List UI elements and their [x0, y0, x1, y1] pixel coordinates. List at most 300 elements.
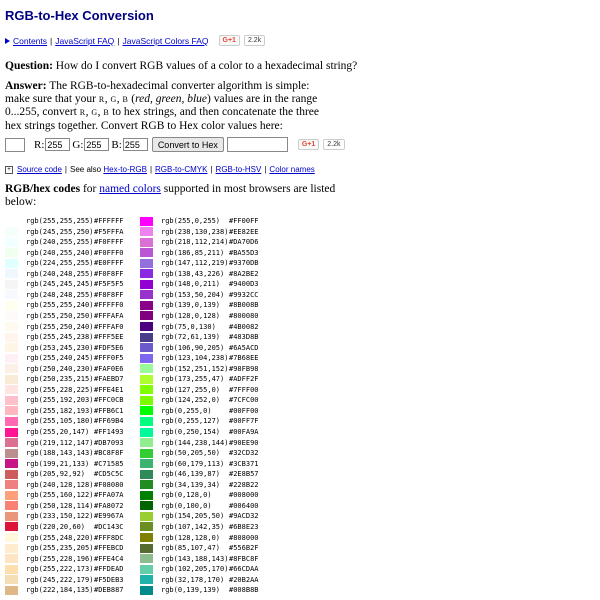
rgb-value: rgb(139,0,139): [161, 301, 221, 310]
rgb-value: rgb(128,0,128): [161, 311, 221, 320]
rgb-value: rgb(255,20,147): [26, 428, 90, 436]
hex-value: #32CD32: [229, 449, 259, 458]
rgb-value: rgb(128,128,0): [161, 533, 221, 542]
color-row[interactable]: [5, 290, 134, 300]
color-row[interactable]: [5, 258, 134, 268]
hex-value: #9400D3: [229, 280, 259, 289]
color-row[interactable]: [5, 300, 134, 310]
color-swatch[interactable]: [140, 354, 153, 363]
answer-text: 0...255, convert: [5, 106, 80, 118]
color-swatch[interactable]: [140, 565, 153, 574]
google-plus-count: 2.2k: [244, 35, 265, 46]
hex-value: #BC8F8F: [94, 449, 124, 458]
hex-value: #8B008B: [229, 301, 259, 310]
color-swatch[interactable]: [5, 396, 18, 405]
color-row[interactable]: [5, 438, 134, 448]
color-row[interactable]: [140, 300, 269, 310]
hex-value: #E9967A: [94, 512, 124, 521]
r-input[interactable]: [45, 138, 70, 151]
color-swatch[interactable]: [5, 322, 18, 331]
google-plus-count: 2.2k: [323, 139, 344, 150]
rgb-value: rgb(147,112,219): [161, 259, 229, 268]
hex-value: #00FF7F: [229, 417, 259, 426]
color-row[interactable]: [140, 427, 269, 437]
color-swatch[interactable]: [5, 586, 18, 595]
g-letter: G: [110, 94, 117, 104]
color-swatch[interactable]: [5, 290, 18, 299]
rgb-value: rgb(250,235,215): [26, 375, 94, 384]
color-swatch[interactable]: [140, 491, 153, 500]
hex-value: #F5F5F5: [94, 280, 124, 289]
color-row[interactable]: [140, 258, 269, 268]
color-swatch[interactable]: [5, 227, 18, 236]
color-swatch[interactable]: [140, 217, 153, 226]
color-swatch[interactable]: [140, 449, 153, 458]
rgb-value: rgb(248,248,255): [26, 290, 94, 299]
hex-value: #FFEBCD: [94, 544, 124, 553]
hex-output-field[interactable]: [227, 137, 288, 152]
hex-value: #F08080: [94, 480, 124, 489]
color-swatch[interactable]: [140, 501, 153, 510]
color-swatch[interactable]: [140, 259, 153, 268]
rgb-value: rgb(188,143,143): [26, 449, 94, 458]
hex-value: #F0FFFF: [94, 238, 124, 247]
color-swatch[interactable]: [5, 248, 18, 257]
rgb-value: rgb(0,250,154): [161, 428, 221, 436]
answer-text: ) values are in the range: [207, 92, 318, 105]
color-swatch[interactable]: [5, 459, 18, 468]
color-swatch[interactable]: [5, 470, 18, 479]
rgb-value: rgb(255,255,255): [26, 217, 94, 225]
color-swatch[interactable]: [5, 333, 18, 342]
hex-value: #FF1493: [94, 428, 124, 436]
rgb-value: rgb(143,188,143): [161, 554, 229, 563]
rgb-value: rgb(102,205,170): [161, 565, 229, 574]
rgb-value: rgb(32,178,170): [161, 575, 225, 584]
converter-form: [5, 137, 345, 152]
color-swatch[interactable]: [140, 238, 153, 247]
rgb-value: rgb(255,160,122): [26, 491, 94, 500]
hex-value: #808000: [229, 533, 259, 542]
color-swatch[interactable]: [140, 575, 153, 584]
codes-bold-label: RGB/hex codes: [5, 183, 81, 195]
color-row[interactable]: [5, 469, 134, 479]
color-row[interactable]: [140, 322, 269, 332]
color-row[interactable]: [5, 227, 134, 237]
color-row[interactable]: [5, 533, 134, 543]
hex-value: #006400: [229, 501, 259, 510]
b-letter: B: [103, 108, 110, 117]
codes-text: below:: [5, 195, 37, 208]
color-swatch[interactable]: [140, 343, 153, 352]
color-swatch[interactable]: [5, 217, 18, 226]
color-row[interactable]: [140, 522, 269, 532]
answer-text: (: [128, 92, 136, 105]
hex-value: #9370DB: [229, 259, 259, 268]
rgb-value: rgb(255,235,205): [26, 544, 94, 553]
hex-value: #FF00FF: [229, 217, 259, 225]
rgb-value: rgb(75,0,130): [161, 322, 216, 331]
source-code-link[interactable]: Source code: [17, 165, 62, 174]
hex-value: #FAF0E6: [94, 364, 124, 373]
color-row[interactable]: [140, 448, 269, 458]
color-swatch[interactable]: [5, 554, 18, 563]
rgb-value: rgb(205,92,92): [26, 470, 86, 479]
links-separator: |: [64, 165, 67, 174]
answer: Answer: The RGB-to-hexadecimal converter algorithm is simple: make sure that your R, G, B (red, green, blue) values are in the range 0...255, convert R, G, B to hex strings, and then concatenate the three hex strings together. Convert RGB to Hex color values here:: [5, 80, 319, 132]
rgb-value: rgb(123,104,238): [161, 354, 229, 363]
color-row[interactable]: [140, 554, 269, 564]
color-swatch[interactable]: [5, 364, 18, 373]
rgb-value: rgb(154,205,50): [161, 512, 225, 521]
rgb-value: rgb(255,250,250): [26, 311, 94, 320]
links-separator: |: [210, 165, 213, 174]
color-row[interactable]: [5, 237, 134, 247]
rgb-value: rgb(255,105,180): [26, 417, 94, 426]
codes-text: supported in most browsers are listed: [160, 183, 336, 195]
hex-value: #9932CC: [229, 290, 259, 299]
color-row[interactable]: [140, 480, 269, 490]
secondary-links: [5, 165, 315, 174]
rgb-value: rgb(253,245,230): [26, 343, 94, 352]
see-also-label: See also: [70, 165, 102, 174]
color-row[interactable]: [5, 427, 134, 437]
rgb-value: rgb(152,251,152): [161, 364, 229, 373]
color-swatch[interactable]: [5, 301, 18, 310]
hex-value: #8A2BE2: [229, 269, 259, 278]
color-swatch[interactable]: [140, 385, 153, 394]
rgb-value: rgb(148,0,211): [161, 280, 221, 289]
question-text: How do I convert RGB values of a color to a hexadecimal string?: [55, 60, 358, 72]
color-swatch[interactable]: [5, 449, 18, 458]
question-label: Question:: [5, 60, 53, 72]
rgb-value: rgb(240,255,240): [26, 248, 94, 257]
hex-value: #7CFC00: [229, 396, 259, 405]
color-row[interactable]: [140, 227, 269, 237]
color-row[interactable]: [140, 290, 269, 300]
rgb-value: rgb(255,222,173): [26, 565, 94, 574]
hex-value: #483D8B: [229, 333, 259, 342]
color-row[interactable]: [140, 511, 269, 521]
color-row[interactable]: [140, 406, 269, 416]
hex-value: #FFC0CB: [94, 396, 124, 405]
hex-value: #7FFF00: [229, 385, 259, 394]
color-swatch[interactable]: [5, 417, 18, 426]
color-row[interactable]: [5, 406, 134, 416]
color-row[interactable]: [140, 269, 269, 279]
color-swatch[interactable]: [140, 322, 153, 331]
color-row[interactable]: [5, 374, 134, 384]
rgb-value: rgb(138,43,226): [161, 269, 225, 278]
expand-plus-icon[interactable]: +: [5, 166, 13, 174]
hex-value: #2E8B57: [229, 470, 259, 479]
g-input[interactable]: [84, 138, 109, 151]
rgb-value: rgb(255,182,193): [26, 406, 94, 415]
hex-value: #C71585: [94, 459, 124, 468]
color-row[interactable]: [140, 385, 269, 395]
color-row[interactable]: [140, 459, 269, 469]
contents-link[interactable]: Contents: [13, 35, 48, 46]
color-names-link[interactable]: Color names: [269, 165, 315, 174]
color-swatch[interactable]: [5, 428, 18, 437]
color-row[interactable]: [5, 364, 134, 374]
color-row[interactable]: [140, 332, 269, 342]
hex-value: #F0FFF0: [94, 248, 124, 257]
hex-value: #FFFFF0: [94, 301, 124, 310]
rgb-value: rgb(240,248,255): [26, 269, 94, 278]
rgb-value: rgb(173,255,47): [161, 375, 225, 384]
color-row[interactable]: [140, 490, 269, 500]
color-swatch[interactable]: [140, 248, 153, 257]
rgb-value: rgb(0,100,0): [161, 501, 212, 510]
color-swatch[interactable]: [140, 428, 153, 437]
color-swatch[interactable]: [5, 438, 18, 447]
color-swatch[interactable]: [5, 375, 18, 384]
color-row[interactable]: [140, 311, 269, 321]
rgb-value: rgb(107,142,35): [161, 522, 225, 531]
color-row[interactable]: [140, 216, 269, 226]
color-row[interactable]: [5, 279, 134, 289]
codes-text: for: [80, 183, 100, 195]
hex-value: #9ACD32: [229, 512, 259, 521]
color-swatch[interactable]: [140, 333, 153, 342]
color-swatch[interactable]: [140, 269, 153, 278]
color-row[interactable]: [5, 311, 134, 321]
rgb-value: rgb(46,139,87): [161, 470, 221, 479]
color-swatch[interactable]: [140, 512, 153, 521]
rgb-value: rgb(255,192,203): [26, 396, 94, 405]
color-swatch[interactable]: [5, 343, 18, 352]
color-row[interactable]: [140, 533, 269, 543]
rgb-value: rgb(0,128,0): [161, 491, 212, 500]
color-row[interactable]: [140, 564, 269, 574]
color-swatch[interactable]: [140, 301, 153, 310]
color-swatch[interactable]: [5, 575, 18, 584]
color-swatch[interactable]: [5, 354, 18, 363]
color-row[interactable]: [140, 416, 269, 426]
color-swatch[interactable]: [140, 396, 153, 405]
color-swatch[interactable]: [5, 480, 18, 489]
color-row[interactable]: [140, 469, 269, 479]
hex-value: #FF69B4: [94, 417, 124, 426]
color-swatch[interactable]: [5, 385, 18, 394]
color-row[interactable]: [5, 585, 134, 595]
color-swatch[interactable]: [140, 459, 153, 468]
rgb-value: rgb(50,205,50): [161, 449, 221, 458]
hex-value: #556B2F: [229, 544, 259, 553]
hex-value: #6A5ACD: [229, 343, 259, 352]
rgb-value: rgb(0,255,127): [161, 417, 221, 426]
color-swatch[interactable]: [140, 586, 153, 595]
color-row[interactable]: [5, 332, 134, 342]
answer-text: hex strings together. Convert RGB to Hex color values here:: [5, 119, 283, 132]
hex-value: #DC143C: [94, 522, 124, 531]
rgb-value: rgb(199,21,133): [26, 459, 90, 468]
color-swatch[interactable]: [140, 544, 153, 553]
google-plus-button[interactable]: G+1: [298, 139, 319, 150]
color-row[interactable]: [5, 575, 134, 585]
hex-value: #ADFF2F: [229, 375, 259, 384]
color-row[interactable]: [5, 395, 134, 405]
color-row[interactable]: [5, 269, 134, 279]
g-letter: G: [91, 108, 98, 117]
hex-value: #FFF8DC: [94, 533, 124, 542]
javascript-colors-faq-link[interactable]: JavaScript Colors FAQ: [122, 35, 209, 46]
color-row[interactable]: [140, 237, 269, 247]
color-row[interactable]: [5, 343, 134, 353]
hex-value: #008000: [229, 491, 259, 500]
color-swatch[interactable]: [140, 406, 153, 415]
color-swatch[interactable]: [5, 259, 18, 268]
color-row[interactable]: [140, 543, 269, 553]
rgb-value: rgb(219,112,147): [26, 438, 94, 447]
rgb-value: rgb(255,240,245): [26, 354, 94, 363]
color-swatch[interactable]: [5, 501, 18, 510]
rgb-value: rgb(238,130,238): [161, 227, 229, 236]
hex-to-rgb-link[interactable]: Hex-to-RGB: [103, 165, 147, 174]
color-swatch[interactable]: [5, 311, 18, 320]
convert-to-hex-button[interactable]: Convert to Hex: [152, 137, 224, 152]
rgb-value: rgb(144,238,144): [161, 438, 229, 447]
color-row[interactable]: [5, 501, 134, 511]
color-swatch[interactable]: [140, 280, 153, 289]
hex-value: #00FF00: [229, 406, 259, 415]
page-title: RGB-to-Hex Conversion: [5, 8, 154, 23]
r-label: R:: [34, 138, 45, 151]
rgb-value: rgb(255,248,220): [26, 533, 94, 542]
color-row[interactable]: [5, 448, 134, 458]
rgb-to-cmyk-link[interactable]: RGB-to-CMYK: [155, 165, 208, 174]
color-swatch[interactable]: [5, 512, 18, 521]
hex-value: #98FB98: [229, 364, 259, 373]
color-swatch[interactable]: [140, 554, 153, 563]
color-row[interactable]: [5, 511, 134, 521]
rgb-value: rgb(255,228,225): [26, 385, 94, 394]
color-swatch[interactable]: [5, 522, 18, 531]
hex-value: #008B8B: [229, 586, 259, 595]
color-row[interactable]: [140, 585, 269, 595]
color-row[interactable]: [140, 575, 269, 585]
color-swatch[interactable]: [140, 417, 153, 426]
rgb-value: rgb(186,85,211): [161, 248, 225, 257]
hex-value: #BA55D3: [229, 248, 259, 257]
hex-value: #FA8072: [94, 501, 124, 510]
color-row[interactable]: [5, 322, 134, 332]
rgb-value: rgb(127,255,0): [161, 385, 221, 394]
nav-separator: |: [117, 35, 120, 46]
rgb-value: rgb(245,255,250): [26, 227, 94, 236]
javascript-faq-link[interactable]: JavaScript FAQ: [55, 35, 115, 46]
color-swatch[interactable]: [140, 290, 153, 299]
hex-value: #FFA07A: [94, 491, 124, 500]
rgb-value: rgb(255,255,240): [26, 301, 94, 310]
rgb-value: rgb(124,252,0): [161, 396, 221, 405]
color-row[interactable]: [140, 248, 269, 258]
rgb-value: rgb(34,139,34): [161, 480, 221, 489]
color-swatch[interactable]: [140, 311, 153, 320]
color-row[interactable]: [140, 353, 269, 363]
hex-value: #DB7093: [94, 438, 124, 447]
color-swatch[interactable]: [5, 269, 18, 278]
rgb-value: rgb(60,179,113): [161, 459, 225, 468]
color-row[interactable]: [5, 480, 134, 490]
color-row[interactable]: [5, 543, 134, 553]
r-letter: R: [98, 94, 105, 104]
hex-value: #FFB6C1: [94, 406, 124, 415]
hex-value: #DA70D6: [229, 238, 259, 247]
rgb-value: rgb(224,255,255): [26, 259, 94, 268]
color-swatch[interactable]: [140, 375, 153, 384]
rgb-value: rgb(255,245,238): [26, 333, 94, 342]
hex-value: #FFFAFA: [94, 311, 124, 320]
color-row[interactable]: [140, 279, 269, 289]
color-row[interactable]: [5, 564, 134, 574]
named-colors-link[interactable]: named colors: [99, 183, 161, 195]
color-row[interactable]: [5, 216, 134, 226]
color-row[interactable]: [5, 353, 134, 363]
color-row[interactable]: [140, 364, 269, 374]
rgb-value: rgb(240,255,255): [26, 238, 94, 247]
rgb-value: rgb(250,240,230): [26, 364, 94, 373]
b-letter: B: [122, 94, 129, 104]
google-plus-button[interactable]: G+1: [219, 35, 240, 46]
color-row[interactable]: [140, 343, 269, 353]
b-input[interactable]: [123, 138, 148, 151]
color-swatch[interactable]: [5, 491, 18, 500]
rgb-to-hsv-link[interactable]: RGB-to-HSV: [215, 165, 262, 174]
color-row[interactable]: [5, 554, 134, 564]
hex-value: #66CDAA: [229, 565, 259, 574]
color-swatch[interactable]: [5, 406, 18, 415]
color-swatch[interactable]: [140, 480, 153, 489]
rgb-value: rgb(0,139,139): [161, 586, 221, 595]
b-label: B:: [111, 138, 122, 151]
color-row[interactable]: [5, 248, 134, 258]
color-swatch[interactable]: [5, 533, 18, 542]
color-swatch[interactable]: [140, 522, 153, 531]
color-row[interactable]: [140, 438, 269, 448]
rgb-value: rgb(0,255,0): [161, 406, 212, 415]
hex-value: #CD5C5C: [94, 470, 124, 479]
color-row[interactable]: [5, 416, 134, 426]
color-swatch[interactable]: [140, 438, 153, 447]
color-swatch[interactable]: [5, 544, 18, 553]
rgb-hex-codes-intro: [5, 183, 365, 208]
hex-value: #00FA9A: [229, 428, 259, 436]
color-swatch[interactable]: [5, 565, 18, 574]
color-preview-box: [5, 138, 25, 152]
color-row[interactable]: [140, 374, 269, 384]
color-swatch[interactable]: [5, 238, 18, 247]
hex-value: #3CB371: [229, 459, 259, 468]
color-swatch[interactable]: [140, 227, 153, 236]
color-swatch[interactable]: [140, 470, 153, 479]
color-row[interactable]: [5, 385, 134, 395]
hex-value: #F5FFFA: [94, 227, 124, 236]
color-row[interactable]: [5, 490, 134, 500]
hex-value: #F8F8FF: [94, 290, 124, 299]
rgb-value: rgb(233,150,122): [26, 512, 94, 521]
hex-value: #20B2AA: [229, 575, 259, 584]
color-swatch[interactable]: [140, 364, 153, 373]
color-row[interactable]: [140, 395, 269, 405]
color-row[interactable]: [5, 459, 134, 469]
rgb-value: rgb(85,107,47): [161, 544, 221, 553]
color-swatch[interactable]: [140, 533, 153, 542]
color-row[interactable]: [5, 522, 134, 532]
color-swatch[interactable]: [5, 280, 18, 289]
color-row[interactable]: [140, 501, 269, 511]
